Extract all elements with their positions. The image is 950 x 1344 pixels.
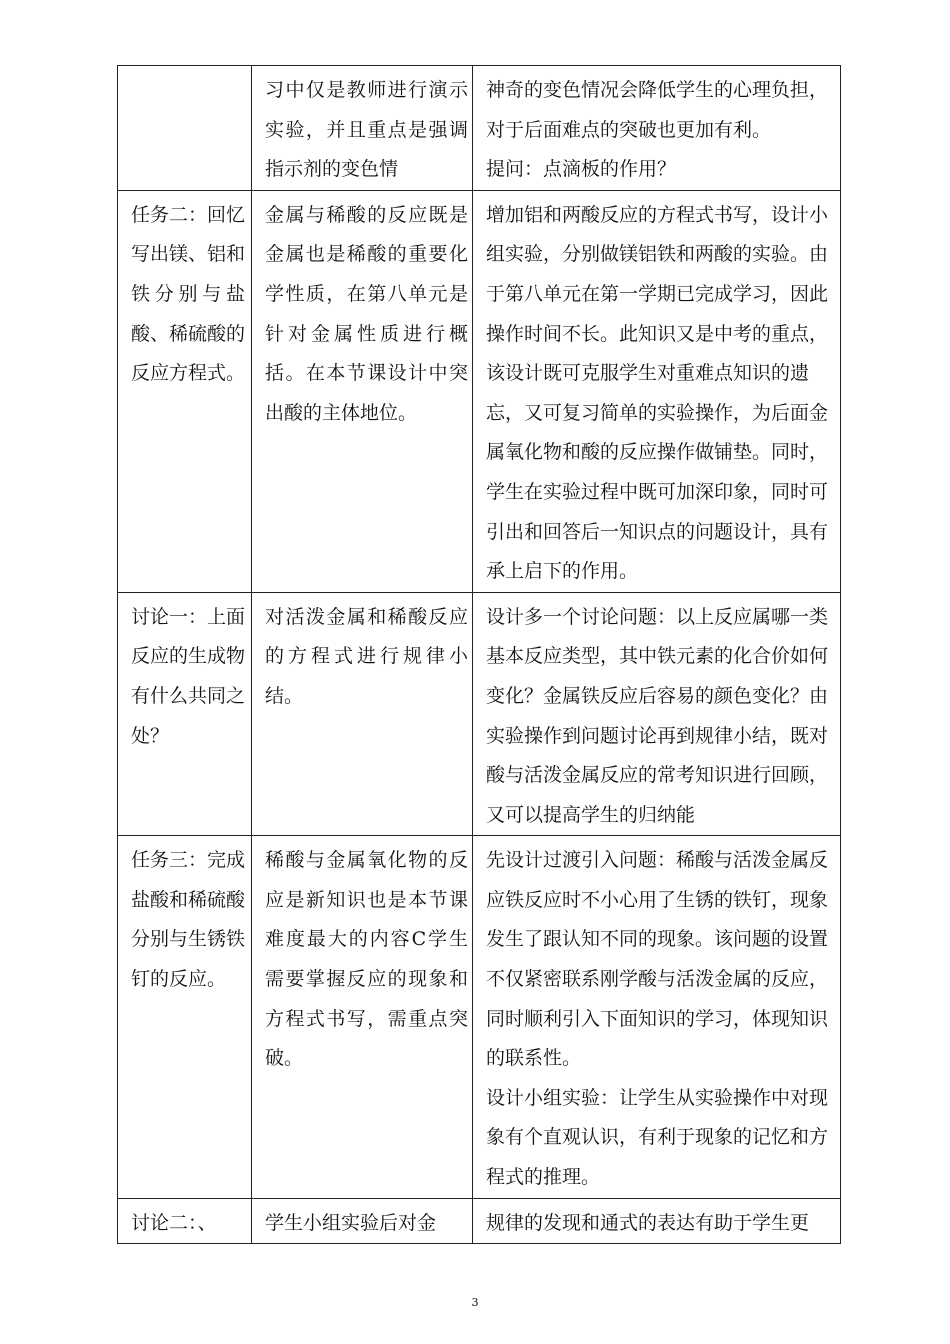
design-detail-paragraph: 提问：点滴板的作用？ [486,158,677,181]
table-row [118,66,841,191]
design-intent-cell: 习中仅是教师进行演示实验，并且重点是强调指示剂的变色情 [252,66,473,191]
task-cell: 任务二：回忆写出镁、铝和铁分别与盐酸、稀硫酸的反应方程式。 [118,190,252,592]
design-intent-cell: 对活泼金属和稀酸反应的方程式进行规律小结。 [252,592,473,836]
task-cell [118,66,252,191]
lesson-design-table [117,65,841,1244]
design-intent-cell: 学生小组实验后对金 [252,1198,473,1244]
design-detail-cell [473,592,841,836]
design-intent-cell: 稀酸与金属氧化物的反应是新知识也是本节课难度最大的内容C学生需要掌握反应的现象和方程式书写，需重点突破。 [252,836,473,1198]
design-detail-paragraph: 先设计过渡引入问题：稀酸与活泼金属反应铁反应时不小心用了生锈的铁钉，现象发生了跟认知不同的现象。该问题的设置不仅紧密联系刚学酸与活泼金属的反应，同时顺利引入下面知识的学习，体现知识的联系性。 [486,849,829,1070]
page-number: 3 [471,1296,479,1309]
design-detail-paragraph: 设计小组实验：让学生从实验操作中对现象有个直观认识，有利于现象的记忆和方程式的推理。 [486,1086,829,1189]
design-detail-cell [473,66,841,191]
design-detail-cell [473,190,841,592]
design-detail-paragraph: 神奇的变色情况会降低学生的心理负担，对于后面难点的突破也更加有利。 [486,79,829,141]
task-cell: 讨论一：上面反应的生成物有什么共同之处？ [118,592,252,836]
task-cell: 任务三：完成盐酸和稀硫酸分别与生锈铁钉的反应。 [118,836,252,1198]
table-row [118,836,841,1198]
task-cell: 讨论二：、 [118,1198,252,1244]
design-intent-cell: 金属与稀酸的反应既是金属也是稀酸的重要化学性质，在第八单元是针对金属性质进行概括。在本节课设计中突出酸的主体地位。 [252,190,473,592]
table-row [118,190,841,592]
design-detail-paragraph: 规律的发现和通式的表达有助于学生更 [486,1211,810,1234]
design-detail-cell [473,836,841,1198]
design-detail-cell [473,1198,841,1244]
design-detail-paragraph: 设计多一个讨论问题：以上反应属哪一类基本反应类型，其中铁元素的化合价如何变化？金属铁反应后容易的颜色变化？由实验操作到问题讨论再到规律小结，既对酸与活泼金属反应的常考知识进行回顾，又可以提高学生的归纳能 [486,605,829,826]
table-row [118,592,841,836]
table-row [118,1198,841,1244]
design-detail-paragraph: 增加铝和两酸反应的方程式书写，设计小组实验，分别做镁铝铁和两酸的实验。由于第八单元在第一学期已完成学习，因此操作时间不长。此知识又是中考的重点，该设计既可克服学生对重难点知识的遗忘，又可复习简单的实验操作，为后面金属氧化物和酸的反应操作做铺垫。同时，学生在实验过程中既可加深印象，同时可引出和回答后一知识点的问题设计，具有承上启下的作用。 [486,203,829,583]
